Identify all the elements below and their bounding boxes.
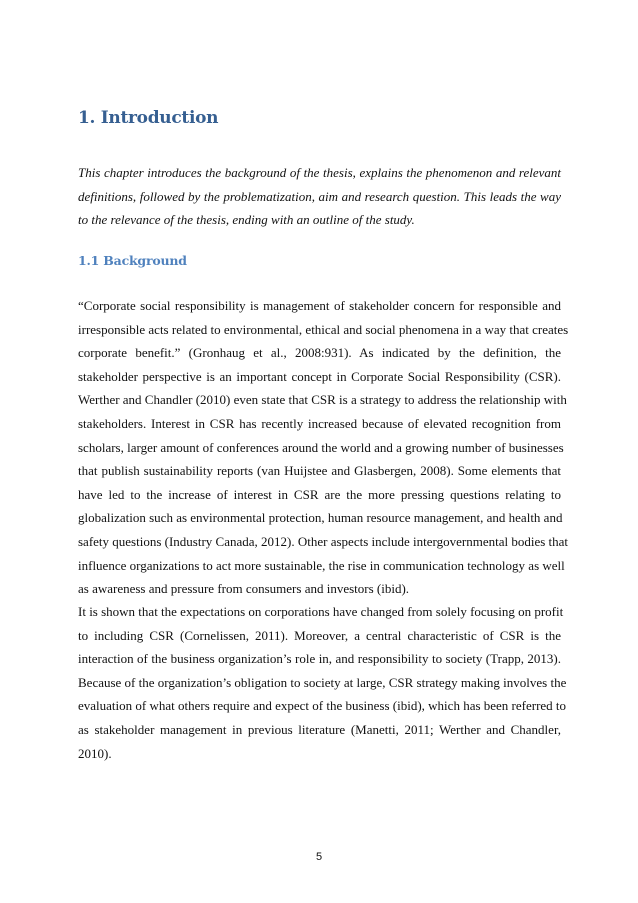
- text-line: Werther and Chandler (2010) even state that CSR is a strategy to address the relationship with: [78, 392, 567, 408]
- text-line: influence organizations to act more sustainable, the rise in communication technology as well: [78, 557, 565, 573]
- background-paragraph-1: [78, 294, 569, 601]
- text-line: that publish sustainability reports (van Huijstee and Glasbergen, 2008). Some elements that: [78, 463, 561, 479]
- text-line: evaluation of what others require and expect of the business (ibid), which has been referred to: [78, 698, 567, 714]
- intro-paragraph: [78, 161, 561, 232]
- text-line: globalization such as environmental protection, human resource management, and health and: [78, 510, 563, 526]
- text-line: interaction of the business organization’s role in, and responsibility to society (Trapp, 2013).: [78, 651, 561, 667]
- text-line: This chapter introduces the background of the thesis, explains the phenomenon and relevant: [78, 165, 561, 180]
- text-line: to the relevance of the thesis, ending with an outline of the study.: [78, 212, 415, 228]
- text-line: as awareness and pressure from consumers and investors (ibid).: [78, 581, 410, 597]
- text-line: Because of the organization’s obligation to society at large, CSR strategy making involves the: [78, 674, 567, 690]
- text-line: have led to the increase of interest in CSR are the more pressing questions relating to: [78, 486, 561, 502]
- text-line: corporate benefit.” (Gronhaug et al., 2008:931). As indicated by the definition, the: [78, 345, 561, 361]
- page-number: 5: [315, 851, 323, 863]
- text-line: as stakeholder management in previous literature (Manetti, 2011; Werther and Chandler,: [78, 721, 561, 737]
- text-line: stakeholders. Interest in CSR has recently increased because of elevated recognition from: [78, 415, 561, 431]
- text-line: to including CSR (Cornelissen, 2011). Moreover, a central characteristic of CSR is the: [78, 627, 561, 643]
- chapter-heading: 1. Introduction: [78, 108, 219, 128]
- text-line: stakeholder perspective is an important concept in Corporate Social Responsibility (CSR).: [78, 368, 561, 384]
- text-line: definitions, followed by the problematization, aim and research question. This leads the way: [78, 188, 561, 204]
- text-line: scholars, larger amount of conferences around the world and a growing number of businesses: [78, 439, 564, 455]
- text-line: “Corporate social responsibility is management of stakeholder concern for responsible and: [78, 298, 561, 313]
- text-line: irresponsible acts related to environmental, ethical and social phenomena in a way that creates: [78, 321, 569, 337]
- text-line: 2010).: [78, 745, 112, 761]
- text-line: It is shown that the expectations on corporations have changed from solely focusing on profit: [78, 604, 564, 619]
- section-heading: 1.1 Background: [78, 253, 187, 268]
- background-paragraph-2: [78, 600, 567, 765]
- text-line: safety questions (Industry Canada, 2012). Other aspects include intergovernmental bodies that: [78, 533, 569, 549]
